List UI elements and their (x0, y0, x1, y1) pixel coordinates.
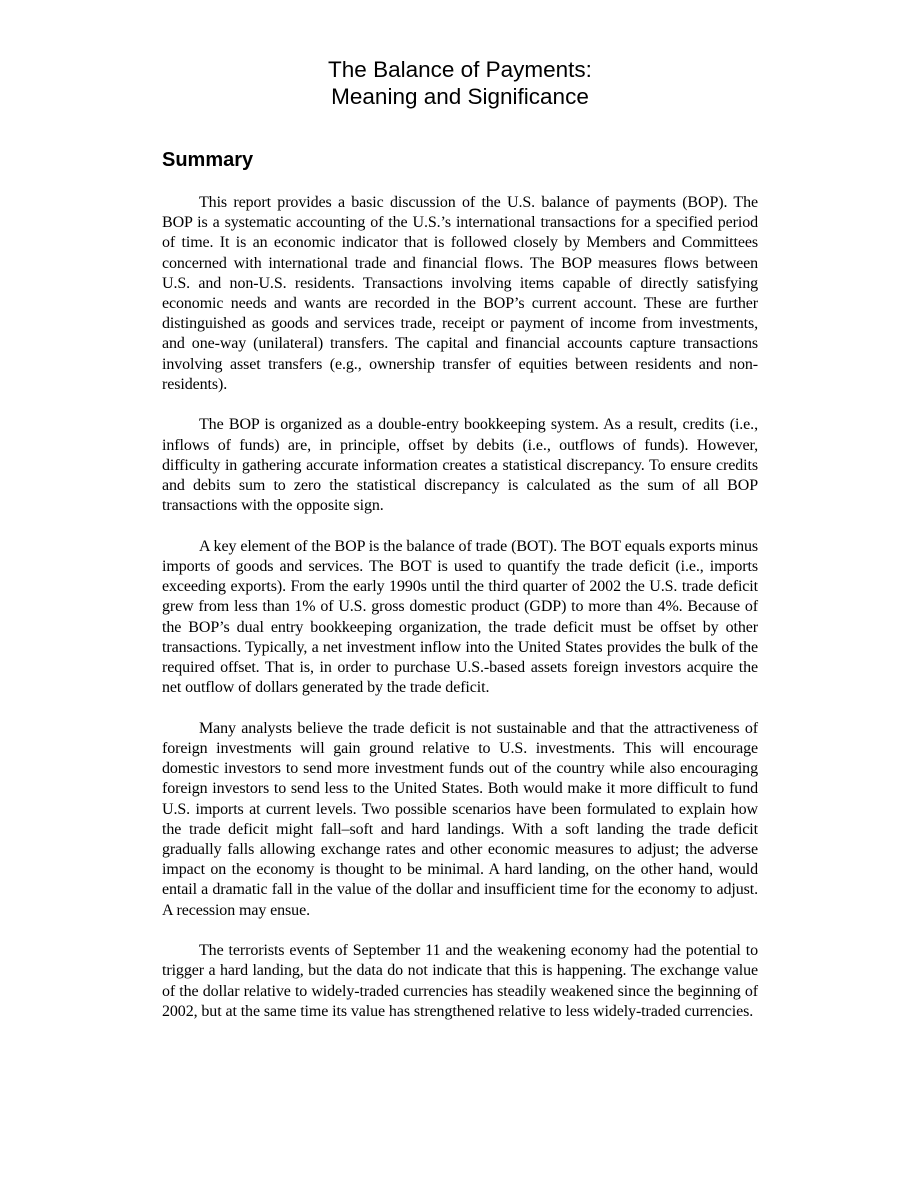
title-line-1: The Balance of Payments: (328, 57, 592, 82)
paragraph-1: This report provides a basic discussion of the U.S. balance of payments (BOP). The BOP is a systematic accounting of the U.S.’s international transactions for a specified period of time. It is an economic indicator that is followed closely by Members and Committees concerned with international trade and financial flows. The BOP measures flows between U.S. and non-U.S. residents. Transactions involving items capable of directly satisfying economic needs and wants are recorded in the BOP’s current account. These are further distinguished as goods and services trade, receipt or payment of income from investments, and one-way (unilateral) transfers. The capital and financial accounts capture transactions involving asset transfers (e.g., ownership transfer of equities between residents and non-residents). (162, 194, 758, 393)
paragraph-5: The terrorists events of September 11 and the weakening economy had the potential to trigger a hard landing, but the data do not indicate that this is happening. The exchange value of the dollar relative to widely-traded currencies has steadily weakened since the beginning of 2002, but at the same time its value has strengthened relative to less widely-traded currencies. (162, 942, 758, 1020)
paragraph-3: A key element of the BOP is the balance of trade (BOT). The BOT equals exports minus imports of goods and services. The BOT is used to quantify the trade deficit (i.e., imports exceeding exports). From the early 1990s until the third quarter of 2002 the U.S. trade deficit grew from less than 1% of U.S. gross domestic product (GDP) to more than 4%. Because of the BOP’s dual entry bookkeeping organization, the trade deficit must be offset by other transactions. Typically, a net investment inflow into the United States provides the bulk of the required offset. That is, in order to purchase U.S.-based assets foreign investors acquire the net outflow of dollars generated by the trade deficit. (162, 537, 758, 697)
section-heading-summary: Summary (162, 149, 254, 171)
paragraph-4: Many analysts believe the trade deficit is not sustainable and that the attractiveness of foreign investments will gain ground relative to U.S. investments. This will encourage domestic investors to send more investment funds out of the country while also encouraging foreign investors to send less to the United States. Both would make it more difficult to fund U.S. imports at current levels. Two possible scenarios have been formulated to explain how the trade deficit might fall–soft and hard landings. With a soft landing the trade deficit gradually falls allowing exchange rates and other economic measures to adjust; the adverse impact on the economy is thought to be minimal. A hard landing, on the other hand, would entail a dramatic fall in the value of the dollar and insufficient time for the economy to adjust. A recession may ensue. (162, 719, 758, 919)
document-title (0, 56, 920, 110)
summary-body (162, 193, 758, 1042)
paragraph-2: The BOP is organized as a double-entry bookkeeping system. As a result, credits (i.e., inflows of funds) are, in principle, offset by debits (i.e., outflows of funds). However, difficulty in gathering accurate information creates a statistical discrepancy. To ensure credits and debits sum to zero the statistical discrepancy is calculated as the sum of all BOP transactions with the opposite sign. (162, 416, 758, 515)
title-line-2: Meaning and Significance (331, 84, 589, 109)
